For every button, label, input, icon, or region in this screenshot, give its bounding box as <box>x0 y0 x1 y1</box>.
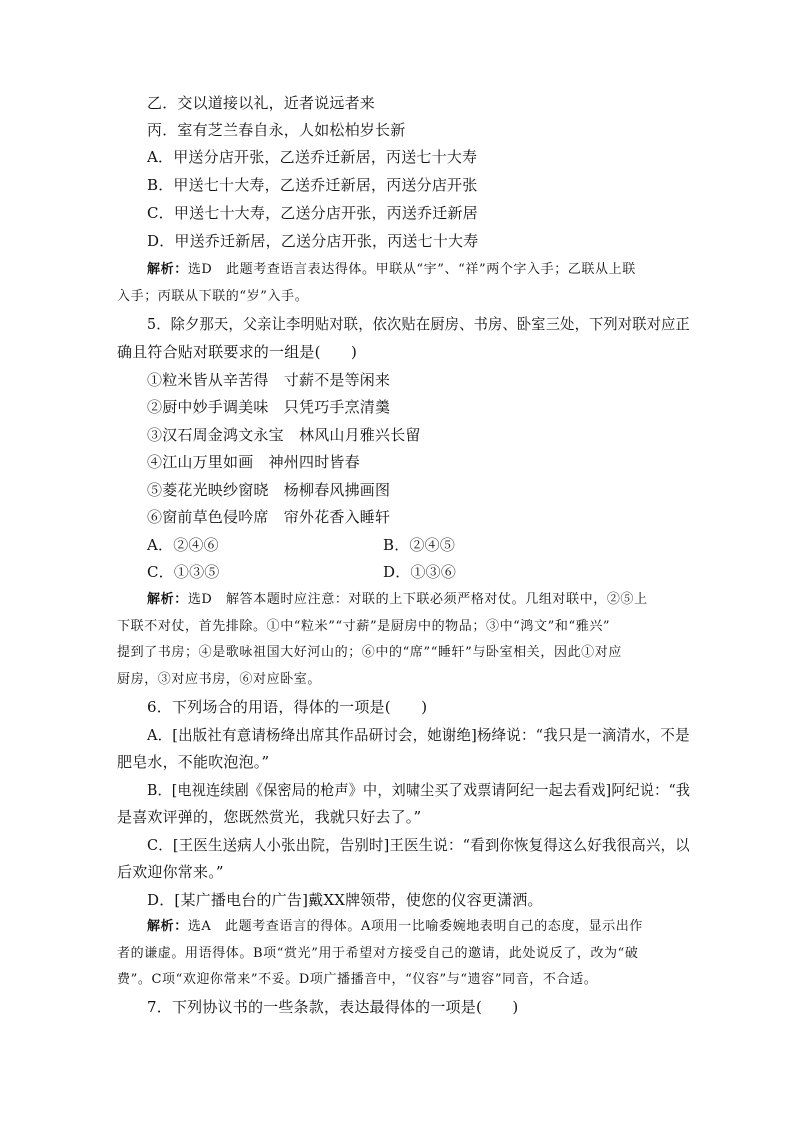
q6-choice-c-line-2: 后欢迎你常来。” <box>117 863 224 881</box>
q5-couplet-4: ④江山万里如画 神州四时皆春 <box>147 453 360 471</box>
q6-choice-b-line-1: B．[电视连续剧《保密局的枪声》中，刘啸尘买了戏票请阿纪一起去看戏]阿纪说：“我 <box>147 781 691 799</box>
q4-option-bing: 丙．室有芝兰春自永，人如松柏岁长新 <box>147 121 406 139</box>
q5-stem-line-2: 确且符合贴对联要求的一组是( ) <box>117 343 358 361</box>
q7-stem: 7．下列协议书的一些条款，表达最得体的一项是( ) <box>147 998 519 1016</box>
q6-choice-b-line-2: 是喜欢评弹的，您既然赏光，我就只好去了。” <box>117 808 422 826</box>
analysis-text: 选D 解答本题时应注意：对联的上下联必须严格对仗。几组对联中，②⑤上 <box>187 592 648 607</box>
q4-choice-c: C．甲送七十大寿，乙送分店开张，丙送乔迁新居 <box>147 204 478 222</box>
q6-choice-a-line-1: A．[出版社有意请杨绛出席其作品研讨会，她谢绝]杨绛说：“我只是一滴清水，不是 <box>147 726 690 744</box>
q5-choice-a: A．②④⑥ <box>147 536 219 554</box>
q5-couplet-3: ③汉石周金鸿文永宝 林风山月雅兴长留 <box>147 426 421 444</box>
q4-option-yi: 乙．交以道接以礼，近者说远者来 <box>147 94 376 112</box>
q5-choice-d: D．①③⑥ <box>383 563 457 581</box>
q4-choice-b: B．甲送七十大寿，乙送乔迁新居，丙送分店开张 <box>147 176 478 194</box>
q5-couplet-2: ②厨中妙手调美味 只凭巧手烹清羹 <box>147 398 391 416</box>
q5-stem-line-1: 5．除夕那天，父亲让李明贴对联，依次贴在厨房、书房、卧室三处，下列对联对应正 <box>147 315 690 333</box>
q5-analysis-line-1 <box>147 590 648 610</box>
q5-analysis-line-2: 下联不对仗，首先排除。①中“粒米”“寸薪”是厨房中的物品；③中“鸿文”和“雅兴” <box>117 619 611 634</box>
analysis-label: 解析： <box>147 919 188 934</box>
q4-choice-d: D．甲送乔迁新居，乙送分店开张，丙送七十大寿 <box>147 232 479 250</box>
analysis-text: 选A 此题考查语言的得体。A项用一比喻委婉地表明自己的态度，显示出作 <box>187 919 643 934</box>
q5-couplet-5: ⑤菱花光映纱窗晓 杨柳春风拂画图 <box>147 481 391 499</box>
analysis-label: 解析： <box>147 262 188 277</box>
q5-choice-c: C．①③⑤ <box>147 563 220 581</box>
q4-choice-a: A．甲送分店开张，乙送乔迁新居，丙送七十大寿 <box>147 148 478 166</box>
q4-analysis-line-2: 入手；丙联从下联的“岁”入手。 <box>117 289 309 304</box>
q4-analysis-line-1 <box>147 260 636 280</box>
q5-analysis-line-4: 厨房，③对应书房，⑥对应卧室。 <box>117 672 322 687</box>
analysis-text: 选D 此题考查语言表达得体。甲联从“宇”、“祥”两个字入手；乙联从上联 <box>187 262 636 277</box>
q6-analysis-line-2: 者的谦虚。用语得体。B项“赏光”用于希望对方接受自己的邀请，此处说反了，改为“破 <box>117 946 639 961</box>
q6-choice-c-line-1: C．[王医生送病人小张出院，告别时]王医生说：“看到你恢复得这么好我很高兴，以 <box>147 836 690 854</box>
q6-analysis-line-1 <box>147 917 643 937</box>
q5-choice-b: B．②④⑤ <box>383 536 456 554</box>
q6-analysis-line-3: 费”。C项“欢迎你常来”不妥。D项广播播音中，“仪容”与“遗容”同音，不合适。 <box>117 972 598 987</box>
analysis-label: 解析： <box>147 592 188 607</box>
q5-analysis-line-3: 提到了书房；④是歌咏祖国大好河山的；⑥中的“席”“睡轩”与卧室相关，因此①对应 <box>117 645 622 660</box>
q6-choice-a-line-2: 肥皂水，不能吹泡泡。” <box>117 753 270 771</box>
q6-stem: 6．下列场合的用语，得体的一项是( ) <box>147 698 428 716</box>
q5-couplet-6: ⑥窗前草色侵吟席 帘外花香入睡轩 <box>147 508 391 526</box>
q5-couplet-1: ①粒米皆从辛苦得 寸薪不是等闲来 <box>147 371 391 389</box>
q6-choice-d: D．[某广播电台的广告]戴XX牌领带，使您的仪容更潇洒。 <box>147 891 543 909</box>
